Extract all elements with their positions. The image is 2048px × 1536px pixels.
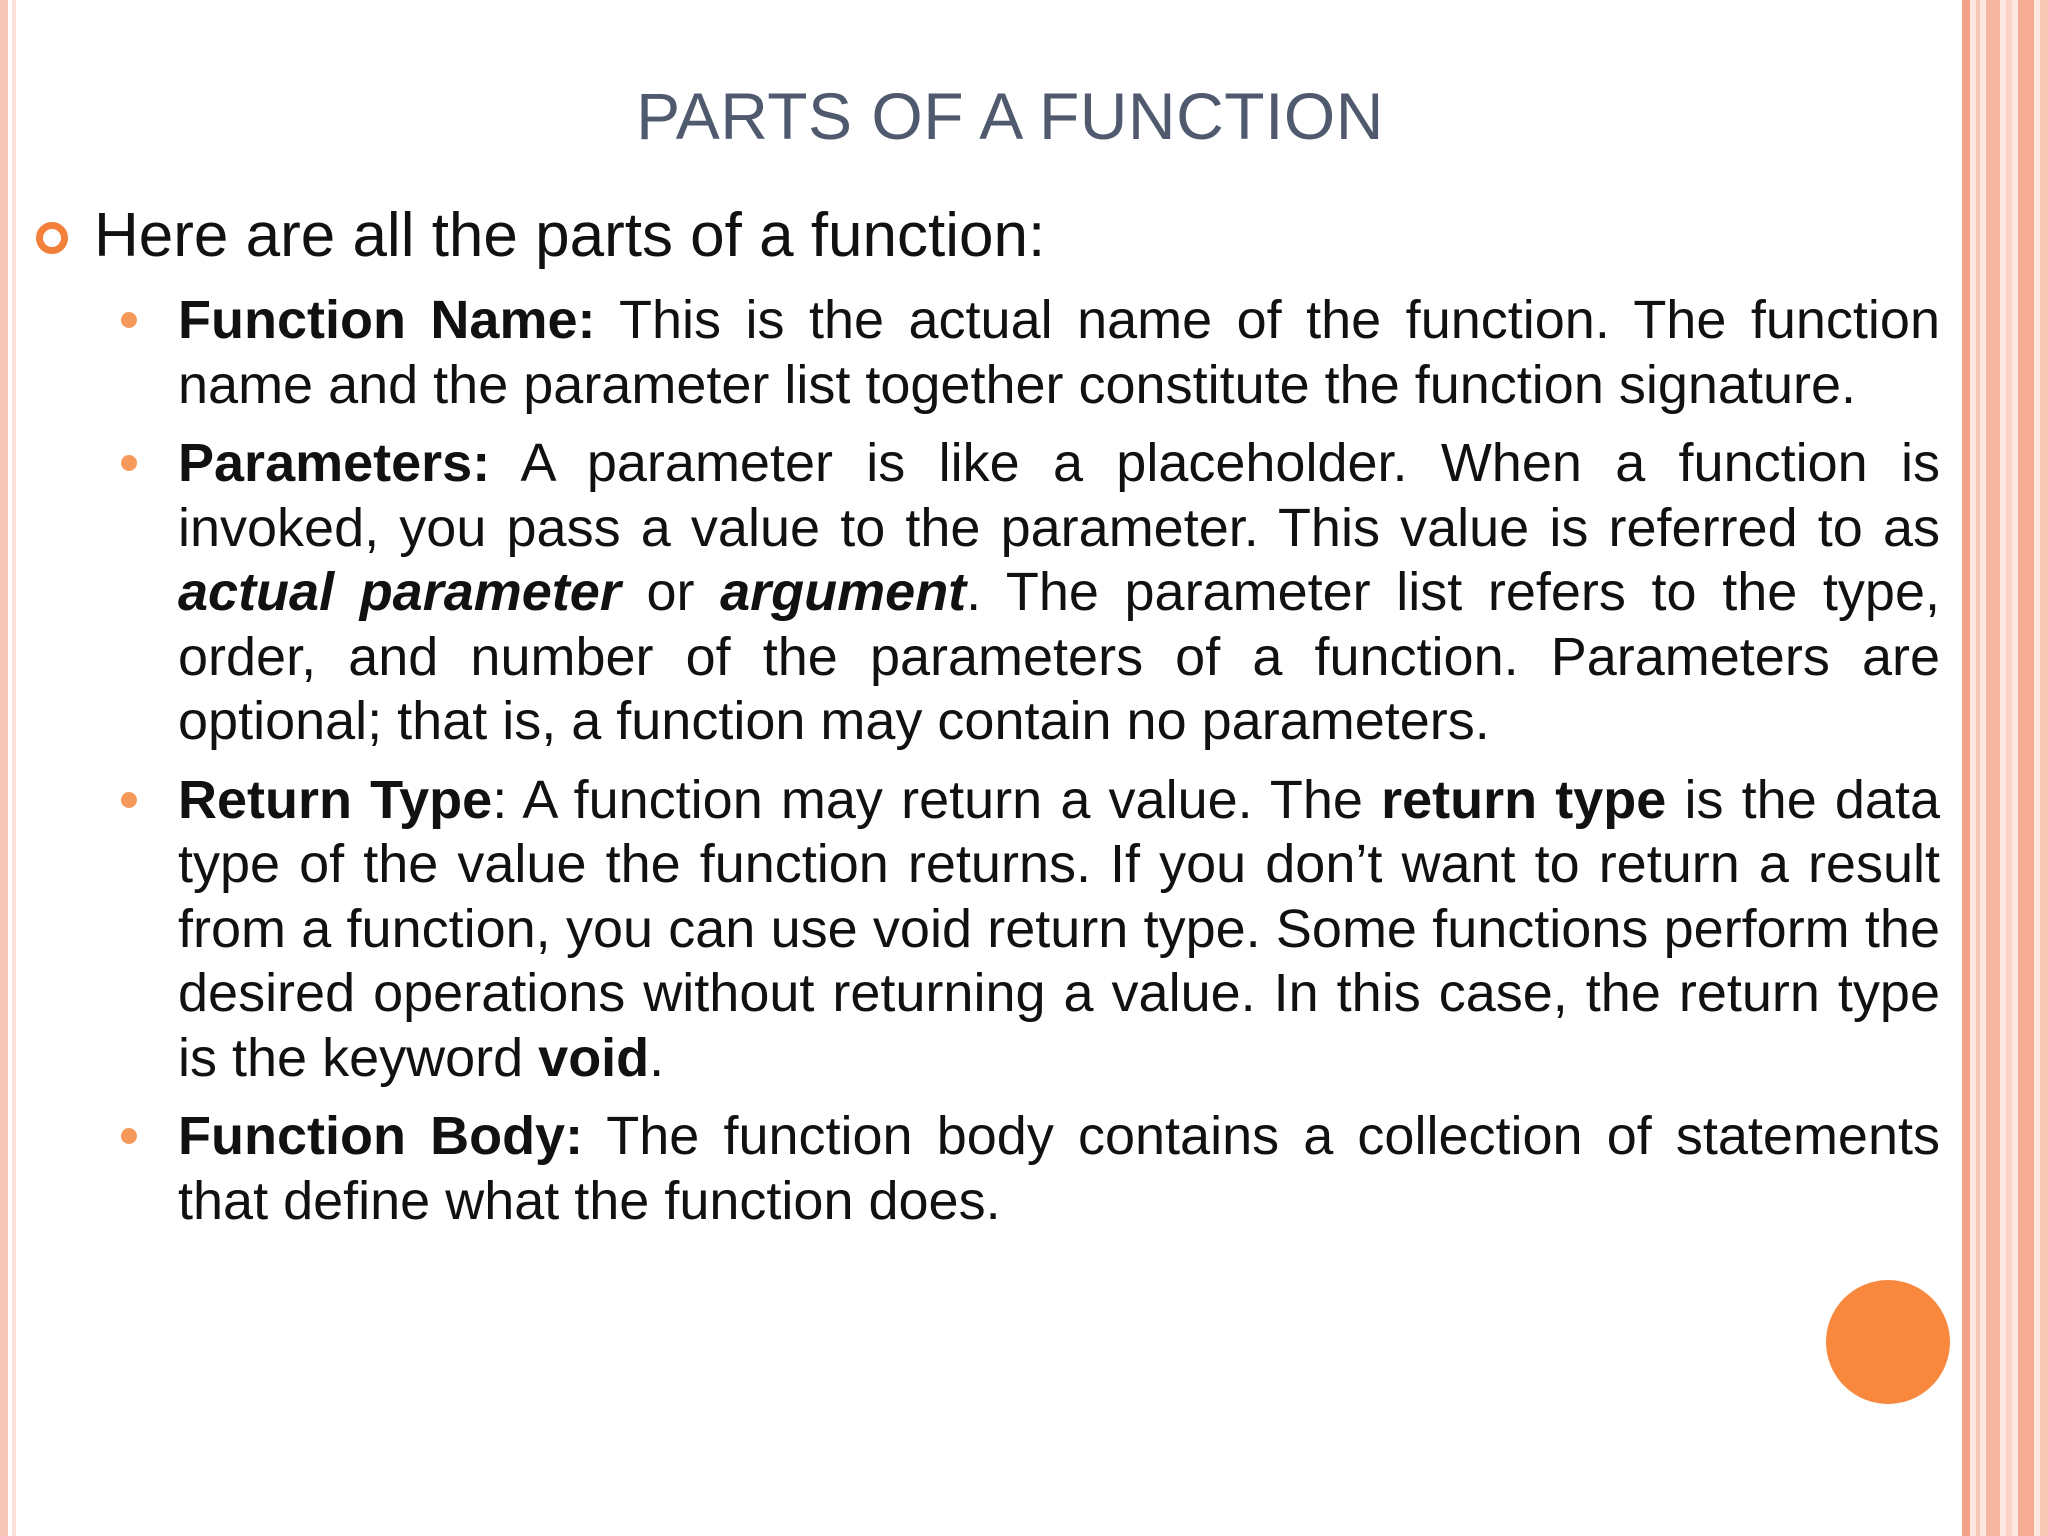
item-strong: return type — [1381, 769, 1667, 830]
right-border-stripe — [2006, 0, 2012, 1536]
right-border-stripe — [1976, 0, 1980, 1536]
right-border-band — [1962, 0, 2048, 1536]
item-text: is the data type of the value the function returns. If you don’t want to return a result from a function, you can use void return type. Some functions perform the desired operations without returning a value. In this case, the return type is the keyword — [178, 769, 1940, 1088]
list-item-function-body — [118, 1104, 1940, 1233]
item-term: Return Type — [178, 769, 493, 830]
list-item-parameters — [118, 431, 1940, 754]
bullet-dot-icon — [121, 312, 137, 328]
lead-text: Here are all the parts of a function: — [94, 201, 1046, 270]
left-border-stripe — [0, 0, 8, 1536]
left-border-stripe-inner — [12, 0, 16, 1536]
slide-title: PARTS OF A FUNCTION — [636, 79, 1384, 153]
item-text: . — [649, 1027, 665, 1088]
right-border-stripe — [2040, 0, 2048, 1536]
list-item-function-name — [118, 288, 1940, 417]
item-term: Function Body: — [178, 1106, 584, 1166]
item-text: A parameter is like a placeholder. When a function is invoked, you pass a value to the parameter. This value is referred to as — [178, 433, 1940, 558]
item-text: or — [620, 562, 721, 622]
orange-circle-decoration — [1826, 1280, 1950, 1404]
right-border-stripe — [1986, 0, 2000, 1536]
item-text: . The parameter list refers to the type, order, and number of the parameters of a function. Parameters are optional; that is, a function may contain no parameters. — [178, 562, 1940, 751]
item-text: This is the actual name of the function. The function name and the parameter list together constitute the function signature. — [178, 290, 1940, 415]
bullet-dot-icon — [121, 1128, 137, 1144]
lead-bullet-point — [36, 200, 1045, 271]
item-emphasis: actual parameter — [178, 562, 621, 622]
item-text: The function body contains a collection of statements that define what the function does. — [178, 1106, 1940, 1231]
item-term: Parameters: — [178, 433, 491, 493]
hollow-circle-bullet-icon — [36, 222, 68, 254]
item-text: : A function may return a value. The — [492, 769, 1382, 830]
list-item-return-type — [118, 768, 1940, 1091]
item-term: Function Name: — [178, 290, 596, 350]
bullet-dot-icon — [121, 455, 137, 471]
sub-bullet-list — [118, 288, 1940, 1247]
right-border-stripe — [2018, 0, 2034, 1536]
right-border-stripe — [1962, 0, 1970, 1536]
item-strong: void — [538, 1027, 650, 1088]
item-emphasis: argument — [720, 562, 967, 622]
bullet-dot-icon — [121, 792, 137, 808]
